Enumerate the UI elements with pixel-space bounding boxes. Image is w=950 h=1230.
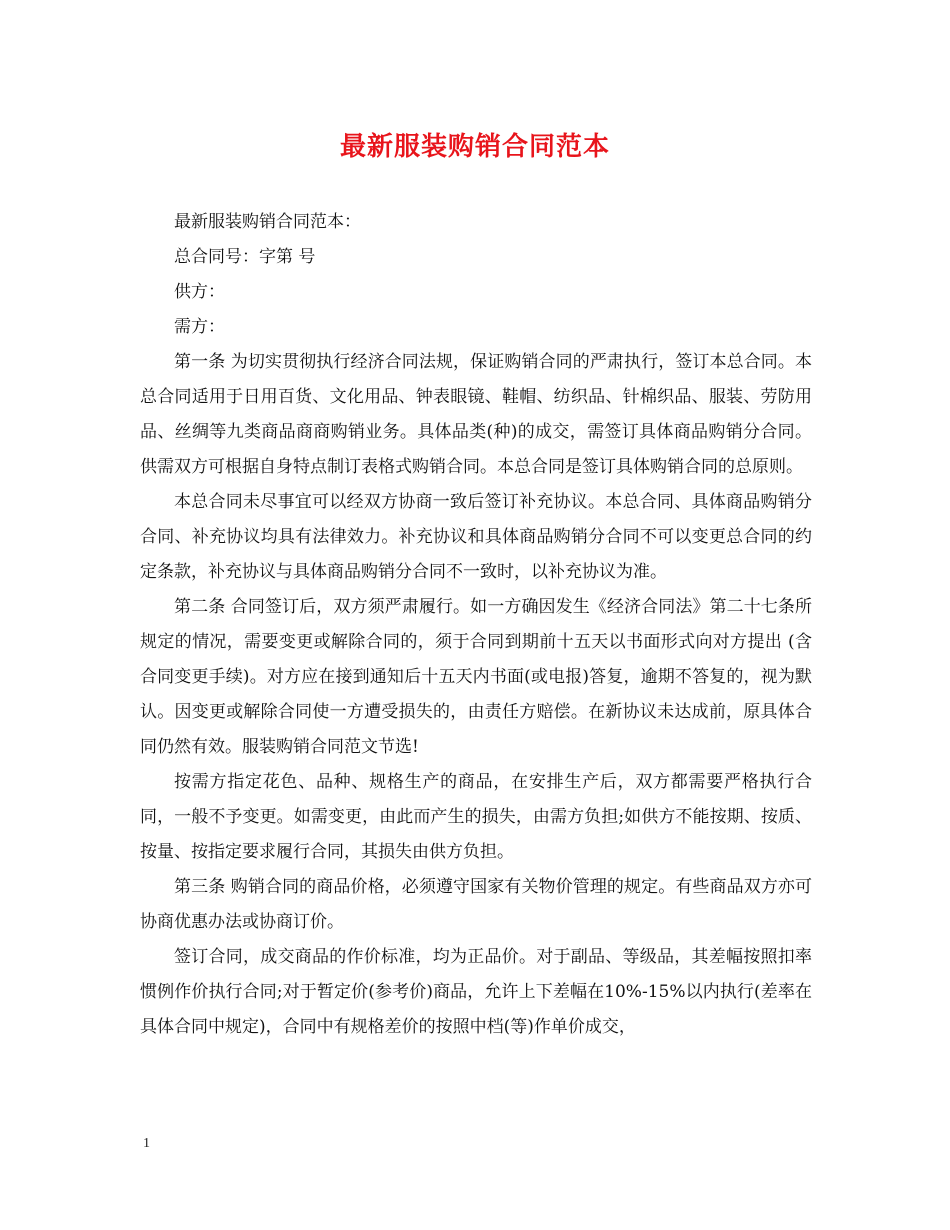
- paragraph-intro: 最新服装购销合同范本：: [174, 212, 361, 232]
- paragraph-article-1: 第一条 为切实贯彻执行经济合同法规，保证购销合同的严肃执行，签订本总合同。本总合同适用于日用百货、文化用品、钟表眼镜、鞋帽、纺织品、针棉织品、服装、劳防用品、丝绸等九类商品商商购销业务。具体品类(种)的成交，需签订具体商品购销分合同。供需双方可根据自身特点制订表格式购销合同。本总合同是签订具体购销合同的总原则。: [140, 352, 812, 477]
- page-number: 1: [143, 1136, 150, 1151]
- document-title: 最新服装购销合同范本: [339, 132, 610, 162]
- paragraph-article-3: 第三条 购销合同的商品价格，必须遵守国家有关物价管理的规定。有些商品双方亦可协商优惠办法或协商订价。: [140, 877, 812, 932]
- paragraph-article-2: 第二条 合同签订后，双方须严肃履行。如一方确因发生《经济合同法》第二十七条所规定的情况，需要变更或解除合同的，须于合同到期前十五天以书面形式向对方提出 (含合同变更手续)。对方应在接到通知后十五天内书面(或电报)答复，逾期不答复的，视为默认。因变更或解除合同使一方遭受损失的，由责任方赔偿。在新协议未达成前，原具体合同仍然有效。服装购销合同范文节选!: [140, 597, 812, 757]
- paragraph-buyer: 需方：: [174, 317, 225, 337]
- paragraph-custom-production: 按需方指定花色、品种、规格生产的商品，在安排生产后，双方都需要严格执行合同，一般不予变更。如需变更，由此而产生的损失，由需方负担;如供方不能按期、按质、按量、按指定要求履行合同，其损失由供方负担。: [140, 772, 812, 862]
- paragraph-contract-number: 总合同号：字第 号: [174, 247, 316, 267]
- paragraph-pricing: 签订合同，成交商品的作价标准，均为正品价。对于副品、等级品，其差幅按照扣率惯例作价执行合同;对于暂定价(参考价)商品，允许上下差幅在10%-15%以内执行(差率在具体合同中规定)，合同中有规格差价的按照中档(等)作单价成交，: [140, 947, 812, 1037]
- document-body: [140, 205, 812, 1045]
- paragraph-supplementary: 本总合同未尽事宜可以经双方协商一致后签订补充协议。本总合同、具体商品购销分合同、补充协议均具有法律效力。补充协议和具体商品购销分合同不可以变更总合同的约定条款，补充协议与具体商品购销分合同不一致时，以补充协议为准。: [140, 492, 812, 582]
- paragraph-supplier: 供方：: [174, 282, 225, 302]
